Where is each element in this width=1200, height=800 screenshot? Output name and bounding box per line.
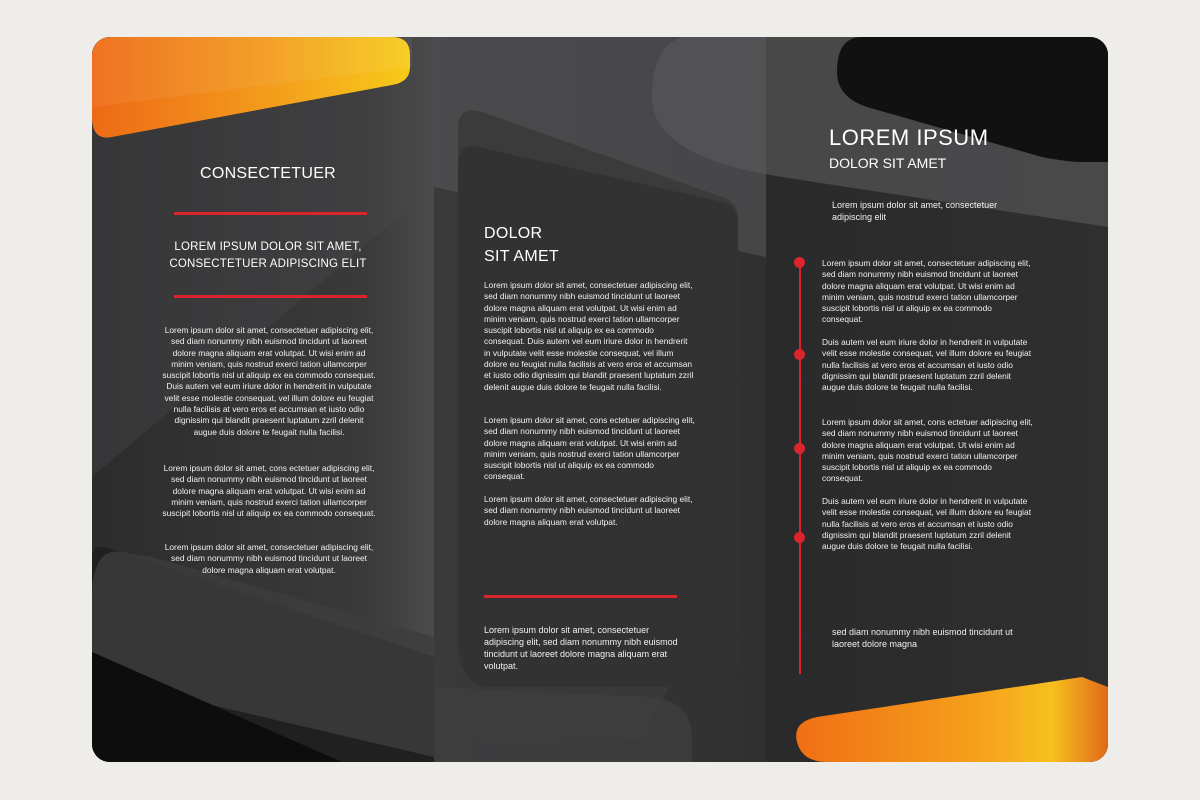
timeline-line: [799, 259, 801, 674]
timeline-item-2: Duis autem vel eum iriure dolor in hendrerit in vulputate velit esse molestie consequat, vel illum dolore eu feugiat nulla facilisis at vero eros et accumsan et iusto odio dignissim qui blandit praesent luptatum zzril delenit augue duis dolore te feugait nulla facilisi.: [822, 337, 1032, 393]
left-paragraph-3: Lorem ipsum dolor sit amet, consectetuer adipiscing elit, sed diam nonummy nibh euismod tincidunt ut laoreet dolore magna aliquam erat volutpat.: [164, 542, 374, 575]
middle-paragraph-2: Lorem ipsum dolor sit amet, cons ectetuer adipiscing elit, sed diam nonummy nibh euismod tincidunt ut laoreet dolore magna aliquam erat volutpat. Ut wisi enim ad minim veniam, quis nostrud exerci tation ullamcorper suscipit lobortis nisl ut aliquip ex ea commodo consequat.: [484, 415, 695, 482]
right-panel-subtitle: DOLOR SIT AMET: [829, 155, 947, 171]
right-panel-title: LOREM IPSUM: [829, 125, 989, 150]
left-panel-subtitle-line2: CONSECTETUER ADIPISCING ELIT: [169, 258, 367, 270]
timeline-dot-4: [794, 532, 805, 543]
middle-paragraph-1: Lorem ipsum dolor sit amet, consectetuer adipiscing elit, sed diam nonummy nibh euismod tincidunt ut laoreet dolore magna aliquam erat volutpat. Ut wisi enim ad minim veniam, quis nostrud exerci tation ullamcorper suscipit lobortis nisl ut aliquip ex ea commodo consequat. Duis autem vel eum iriure dolor in hendrerit in vulputate velit esse molestie consequat, vel illum dolore eu feugiat nulla facilisis at vero eros et accumsan et iusto odio dignissim qui blandit praesent luptatum zzril delenit augue duis dolore te feugait nulla facilisi.: [484, 280, 694, 392]
left-paragraph-2: Lorem ipsum dolor sit amet, cons ectetuer adipiscing elit, sed diam nonummy nibh euismod tincidunt ut laoreet dolore magna aliquam erat volutpat. Ut wisi enim ad minim veniam, quis nostrud exerci tation ullamcorper suscipit lobortis nisl ut aliquip ex ea commodo consequat.: [162, 463, 376, 519]
timeline-dot-2: [794, 349, 805, 360]
timeline-item-4: Duis autem vel eum iriure dolor in hendrerit in vulputate velit esse molestie consequat, vel illum dolore eu feugiat nulla facilisis at vero eros et accumsan et iusto odio dignissim qui blandit praesent luptatum zzril delenit augue duis dolore te feugait nulla facilisi.: [822, 496, 1032, 552]
timeline-dot-3: [794, 443, 805, 454]
middle-divider: [484, 595, 677, 598]
left-panel-subtitle-line1: LOREM IPSUM DOLOR SIT AMET,: [174, 241, 362, 253]
left-bottom-divider: [174, 295, 367, 298]
middle-paragraph-3: Lorem ipsum dolor sit amet, consectetuer adipiscing elit, sed diam nonummy nibh euismod tincidunt ut laoreet dolore magna aliquam erat volutpat.: [484, 494, 693, 527]
timeline-item-1: Lorem ipsum dolor sit amet, consectetuer adipiscing elit, sed diam nonummy nibh euismod tincidunt ut laoreet dolore magna aliquam erat volutpat. Ut wisi enim ad minim veniam, quis nostrud exerci tation ullamcorper suscipit lobortis nisl ut aliquip ex ea commodo consequat.: [822, 258, 1031, 325]
timeline-dot-1: [794, 257, 805, 268]
brochure: [92, 37, 1108, 762]
middle-panel-title-line1: DOLOR: [484, 225, 543, 242]
left-paragraph-1: Lorem ipsum dolor sit amet, consectetuer adipiscing elit, sed diam nonummy nibh euismod tincidunt ut laoreet dolore magna aliquam erat volutpat. Ut wisi enim ad minim veniam, quis nostrud exerci tation ullamcorper suscipit lobortis nisl ut aliquip ex ea commodo consequat. Duis autem vel eum iriure dolor in hendrerit in vulputate velit esse molestie consequat, vel illum dolore eu feugiat nulla facilisis at vero eros et accumsan et iusto odio dignissim qui blandit praesent luptatum zzril delenit augue duis dolore te feugait nulla facilisi.: [162, 325, 376, 437]
left-top-divider: [174, 212, 367, 215]
middle-panel-title-line2: SIT AMET: [484, 248, 560, 265]
left-panel-title: CONSECTETUER: [199, 165, 337, 182]
timeline-item-3: Lorem ipsum dolor sit amet, cons ectetuer adipiscing elit, sed diam nonummy nibh euismod tincidunt ut laoreet dolore magna aliquam erat volutpat. Ut wisi enim ad minim veniam, quis nostrud exerci tation ullamcorper suscipit lobortis nisl ut aliquip ex ea commodo consequat.: [822, 417, 1033, 484]
middle-footer-text: Lorem ipsum dolor sit amet, consectetuer adipiscing elit, sed diam nonummy nibh euismod tincidunt ut laoreet dolore magna aliquam erat volutpat.: [484, 625, 678, 671]
right-footer-text: sed diam nonummy nibh euismod tincidunt ut laoreet dolore magna: [832, 627, 1013, 649]
right-panel-intro: Lorem ipsum dolor sit amet, consectetuer adipiscing elit: [832, 200, 998, 222]
